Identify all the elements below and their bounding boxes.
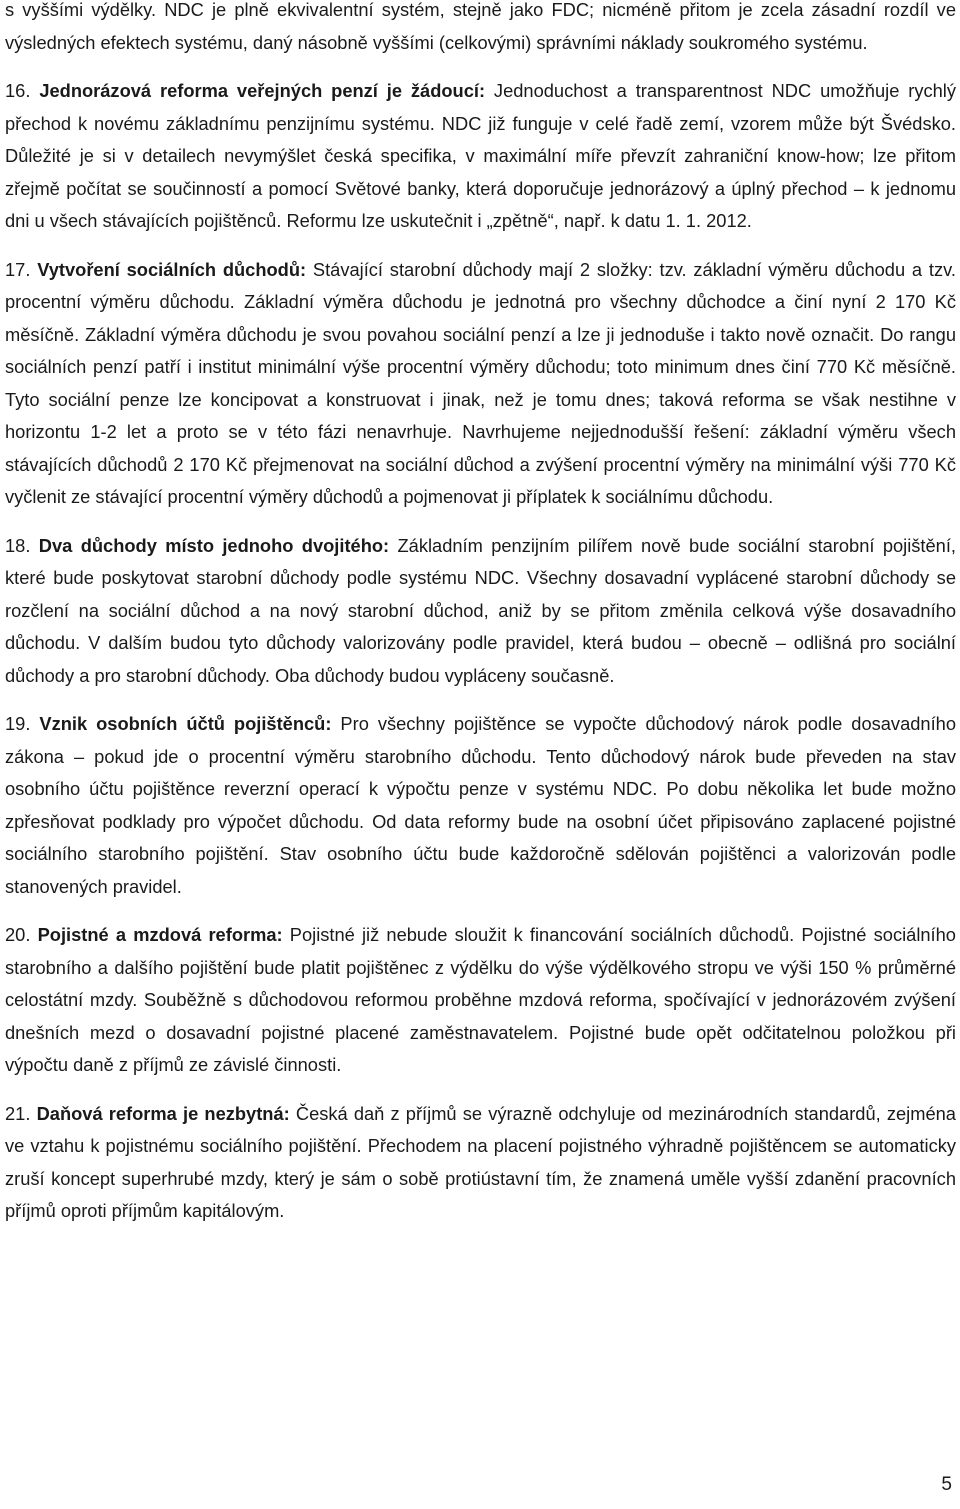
- section-body: Pojistné již nebude sloužit k financování sociálních důchodů. Pojistné sociálního starobního a dalšího pojištění bude platit pojištěnec z výdělku do výše výdělkového stropu ve výši 150 % průměrné celostátní mzdy. Souběžně s důchodovou reformou proběhne mzdová reforma, spočívající v jednorázovém zvýšení dnešních mezd o dosavadní pojistné placené zaměstnavatelem. Pojistné bude opět odčitatelnou položkou při výpočtu daně z příjmů ze závislé činnosti.: [5, 924, 956, 1075]
- section-body: Základním penzijním pilířem nově bude sociální starobní pojištění, které bude poskytovat starobní důchody podle systému NDC. Všechny dosavadní vyplácené starobní důchody se rozčlení na sociální důchod a na nový starobní důchod, aniž by se přitom změnila celková výše dosavadního důchodu. V dalším budou tyto důchody valorizovány podle pravidel, která budou – obecně – odlišná pro sociální důchody a pro starobní důchody. Oba důchody budou vypláceny současně.: [5, 534, 956, 686]
- section-number: 16.: [5, 80, 31, 101]
- section-17: [5, 254, 956, 514]
- section-number: 18.: [5, 534, 31, 556]
- section-number: 20.: [5, 924, 31, 945]
- section-heading: Pojistné a mzdová reforma:: [37, 924, 283, 945]
- section-heading: Daňová reforma je nezbytná:: [36, 1102, 290, 1124]
- section-heading: Vznik osobních účtů pojištěnců:: [39, 713, 332, 734]
- page-number: 5: [941, 1474, 952, 1495]
- section-heading: Dva důchody místo jednoho dvojitého:: [38, 534, 390, 556]
- section-number: 17.: [5, 258, 31, 280]
- intro-paragraph: s vyššími výdělky. NDC je plně ekvivalentní systém, stejně jako FDC; nicméně přitom je zcela zásadní rozdíl ve výsledných efektech systému, daný násobně vyššími (celkovými) správními náklady soukromého systému.: [5, 0, 956, 53]
- section-heading: Jednorázová reforma veřejných penzí je žádoucí:: [39, 80, 486, 101]
- section-20: [5, 919, 956, 1082]
- section-heading: Vytvoření sociálních důchodů:: [37, 258, 307, 280]
- section-16: [5, 75, 956, 238]
- section-number: 21.: [5, 1102, 31, 1124]
- section-18: [5, 530, 956, 693]
- section-body: Česká daň z příjmů se výrazně odchyluje od mezinárodních standardů, zejména ve vztahu k pojistnému sociálního pojištění. Přechodem na placení pojistného výhradně pojištěncem se automaticky zruší koncept superhrubé mzdy, který je sám o sobě protiústavní tím, že znamená uměle vyšší zdanění pracovních příjmů oproti příjmům kapitálovým.: [5, 1102, 956, 1221]
- section-21: [5, 1098, 956, 1228]
- section-body: Jednoduchost a transparentnost NDC umožňuje rychlý přechod k novému základnímu penzijnímu systému. NDC již funguje v celé řadě zemí, vzorem může být Švédsko. Důležité je si v detailech nevymýšlet česká specifika, v maximální míře převzít zahraniční know-how; lze přitom zřejmě počítat se součinností a pomocí Světové banky, která doporučuje jednorázový a úplný přechod – k jednomu dni u všech stávajících pojištěnců. Reformu lze uskutečnit i „zpětně“, např. k datu 1. 1. 2012.: [5, 80, 956, 231]
- section-number: 19.: [5, 713, 31, 734]
- section-19: [5, 708, 956, 903]
- section-body: Stávající starobní důchody mají 2 složky: tzv. základní výměru důchodu a tzv. procentní výměru důchodu. Základní výměra důchodu je jednotná pro všechny důchodce a činí nyní 2 170 Kč měsíčně. Základní výměra důchodu je svou povahou sociální penzí a lze ji jednoduše i takto nově označit. Do rangu sociálních penzí patří i institut minimální výše procentní výměry důchodu; toto minimum dnes činí 770 Kč měsíčně. Tyto sociální penze lze koncipovat a konstruovat i jinak, než je tomu dnes; taková reforma se však nestihne v horizontu 1-2 let a proto se v této fázi nenavrhuje. Navrhujeme nejjednodušší řešení: základní výměru všech stávajících důchodů 2 170 Kč přejmenovat na sociální důchod a zvýšení procentní výměry na minimální výši 770 Kč vyčlenit ze stávající procentní výměry důchodů a pojmenovat ji příplatek k sociálnímu důchodu.: [5, 258, 956, 507]
- section-body: Pro všechny pojištěnce se vypočte důchodový nárok podle dosavadního zákona – pokud jde o procentní výměru starobního důchodu. Tento důchodový nárok bude převeden na stav osobního účtu pojištěnce reverzní operací k výpočtu penze v systému NDC. Po dobu několika let bude možno zpřesňovat podklady pro výpočet důchodu. Od data reformy bude na osobní účet připisováno zaplacené pojistné sociálního starobního pojištění. Stav osobního účtu bude každoročně sdělován pojištěnci a valorizován podle stanovených pravidel.: [5, 713, 956, 897]
- document-page: [5, 0, 956, 1228]
